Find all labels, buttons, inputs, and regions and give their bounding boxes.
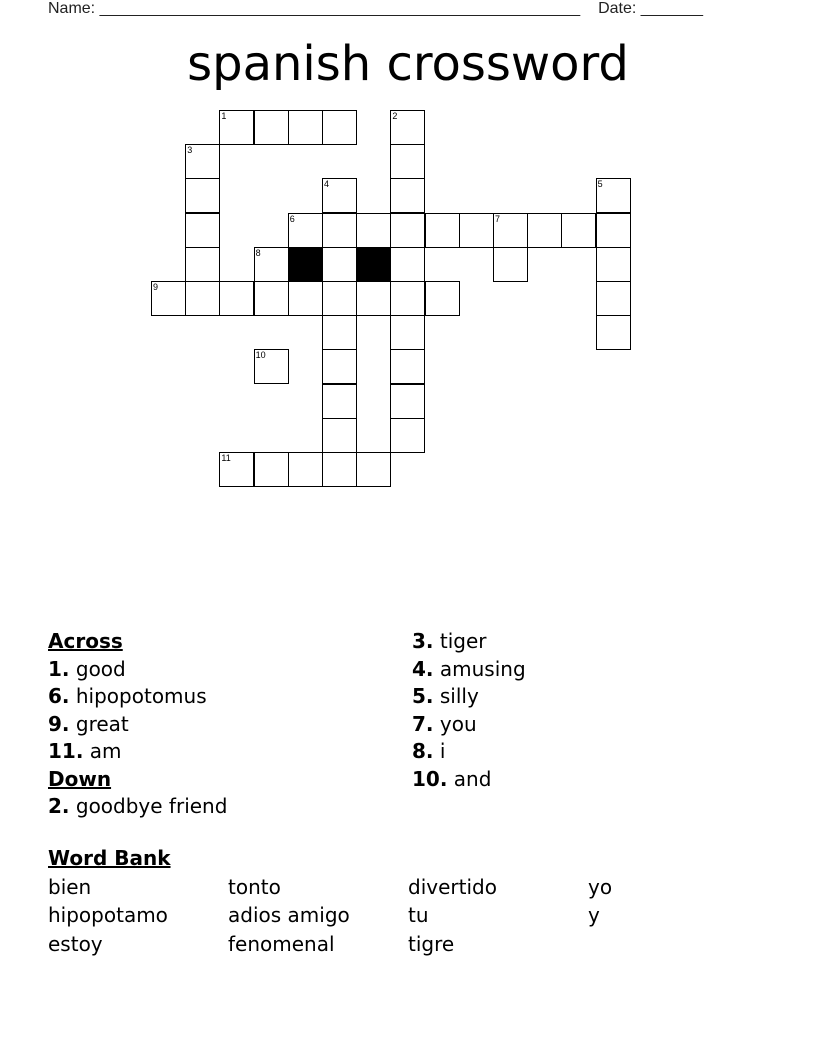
crossword-block bbox=[356, 247, 391, 282]
crossword-cell[interactable] bbox=[596, 281, 631, 316]
crossword-cell[interactable] bbox=[390, 144, 425, 179]
crossword-cell[interactable] bbox=[254, 349, 289, 384]
clue-number: 7 bbox=[495, 213, 501, 224]
crossword-cell[interactable] bbox=[288, 281, 323, 316]
clue-across-11: 11. am bbox=[48, 739, 122, 763]
page-title: spanish crossword bbox=[187, 36, 629, 92]
crossword-cell[interactable] bbox=[459, 213, 494, 248]
across-title: Across bbox=[48, 629, 123, 653]
word-bank-item: y bbox=[588, 903, 600, 927]
crossword-cell[interactable] bbox=[493, 213, 528, 248]
word-bank-item: hipopotamo bbox=[48, 903, 168, 927]
crossword-cell[interactable] bbox=[390, 418, 425, 453]
crossword-cell[interactable] bbox=[596, 213, 631, 248]
clue-number: 11 bbox=[221, 453, 231, 463]
word-bank-title: Word Bank bbox=[48, 846, 171, 870]
word-bank-item: tigre bbox=[408, 931, 455, 956]
crossword-cell[interactable] bbox=[322, 178, 357, 213]
crossword-cell[interactable] bbox=[254, 281, 289, 316]
crossword-cell[interactable] bbox=[425, 213, 460, 248]
crossword-cell[interactable] bbox=[254, 110, 289, 145]
crossword-cell[interactable] bbox=[219, 452, 254, 487]
clue-number: 10 bbox=[255, 350, 266, 361]
clue-down-3: 3. tiger bbox=[412, 629, 487, 653]
clue-number: 3 bbox=[187, 145, 193, 156]
crossword-cell[interactable] bbox=[596, 315, 631, 350]
clue-down-2: 2. goodbye friend bbox=[48, 794, 228, 818]
date-field[interactable]: Date: _______ bbox=[598, 0, 704, 17]
crossword-cell[interactable] bbox=[151, 281, 186, 316]
crossword-cell[interactable] bbox=[390, 213, 425, 248]
down-title: Down bbox=[48, 766, 112, 791]
crossword-cell[interactable] bbox=[527, 213, 562, 248]
crossword-cell[interactable] bbox=[390, 247, 425, 282]
clue-down-7: 7. you bbox=[412, 711, 477, 736]
clue-number: 9 bbox=[153, 282, 159, 292]
crossword-cell[interactable] bbox=[356, 213, 391, 248]
crossword-cell[interactable] bbox=[493, 247, 528, 282]
crossword-cell[interactable] bbox=[219, 281, 254, 316]
crossword-cell[interactable] bbox=[390, 349, 425, 384]
clue-down-5: 5. silly bbox=[412, 684, 479, 708]
word-bank-item: divertido bbox=[408, 874, 497, 899]
crossword-cell[interactable] bbox=[390, 178, 425, 213]
word-bank-item: tu bbox=[408, 903, 429, 927]
crossword-cell[interactable] bbox=[322, 247, 357, 282]
clue-down-10: 10. and bbox=[412, 766, 492, 791]
word-bank-item: yo bbox=[588, 874, 613, 899]
word-bank-item: fenomenal bbox=[228, 931, 335, 956]
clue-number: 6 bbox=[289, 213, 295, 224]
crossword-cell[interactable] bbox=[390, 110, 425, 145]
crossword-cell[interactable] bbox=[596, 247, 631, 282]
crossword-block bbox=[288, 247, 323, 282]
crossword-cell[interactable] bbox=[288, 110, 323, 145]
crossword-cell[interactable] bbox=[561, 213, 596, 248]
crossword-cell[interactable] bbox=[322, 349, 357, 384]
crossword-cell[interactable] bbox=[185, 247, 220, 282]
clue-down-4: 4. amusing bbox=[412, 656, 526, 681]
crossword-cell[interactable] bbox=[219, 110, 254, 145]
crossword-cell[interactable] bbox=[185, 178, 220, 213]
word-bank-item: estoy bbox=[48, 931, 103, 956]
crossword-cell[interactable] bbox=[390, 281, 425, 316]
clue-number: 4 bbox=[324, 179, 330, 190]
clue-number: 1 bbox=[221, 111, 227, 121]
crossword-cell[interactable] bbox=[322, 110, 357, 145]
word-bank bbox=[48, 844, 768, 958]
crossword-cell[interactable] bbox=[254, 452, 289, 487]
crossword-cell[interactable] bbox=[185, 281, 220, 316]
crossword-cell[interactable] bbox=[356, 281, 391, 316]
word-bank-grid bbox=[48, 873, 768, 959]
word-bank-item: bien bbox=[48, 874, 92, 899]
crossword-cell[interactable] bbox=[425, 281, 460, 316]
crossword-cell[interactable] bbox=[322, 418, 357, 453]
clue-down-8: 8. i bbox=[412, 739, 446, 763]
clue-number: 8 bbox=[255, 247, 261, 258]
clues-right-column bbox=[412, 628, 526, 793]
clues-left-column bbox=[48, 628, 227, 821]
clue-number: 2 bbox=[392, 111, 398, 121]
crossword-cell[interactable] bbox=[185, 213, 220, 248]
clue-number: 5 bbox=[597, 179, 603, 190]
crossword-cell[interactable] bbox=[185, 144, 220, 179]
clue-across-6: 6. hipopotomus bbox=[48, 684, 207, 708]
crossword-cell[interactable] bbox=[322, 315, 357, 350]
crossword-cell[interactable] bbox=[288, 213, 323, 248]
crossword-cell[interactable] bbox=[322, 213, 357, 248]
crossword-cell[interactable] bbox=[322, 452, 357, 487]
crossword-cell[interactable] bbox=[390, 384, 425, 419]
crossword-cell[interactable] bbox=[322, 281, 357, 316]
name-field[interactable]: Name: ______________________________________________________ bbox=[48, 0, 581, 17]
crossword-cell[interactable] bbox=[596, 178, 631, 213]
crossword-cell[interactable] bbox=[254, 247, 289, 282]
clue-across-1: 1. good bbox=[48, 656, 126, 681]
crossword-cell[interactable] bbox=[356, 452, 391, 487]
crossword-cell[interactable] bbox=[390, 315, 425, 350]
clue-across-9: 9. great bbox=[48, 711, 129, 736]
crossword-cell[interactable] bbox=[288, 452, 323, 487]
word-bank-item: tonto bbox=[228, 874, 281, 899]
crossword-cell[interactable] bbox=[322, 384, 357, 419]
word-bank-item: adios amigo bbox=[228, 903, 350, 927]
